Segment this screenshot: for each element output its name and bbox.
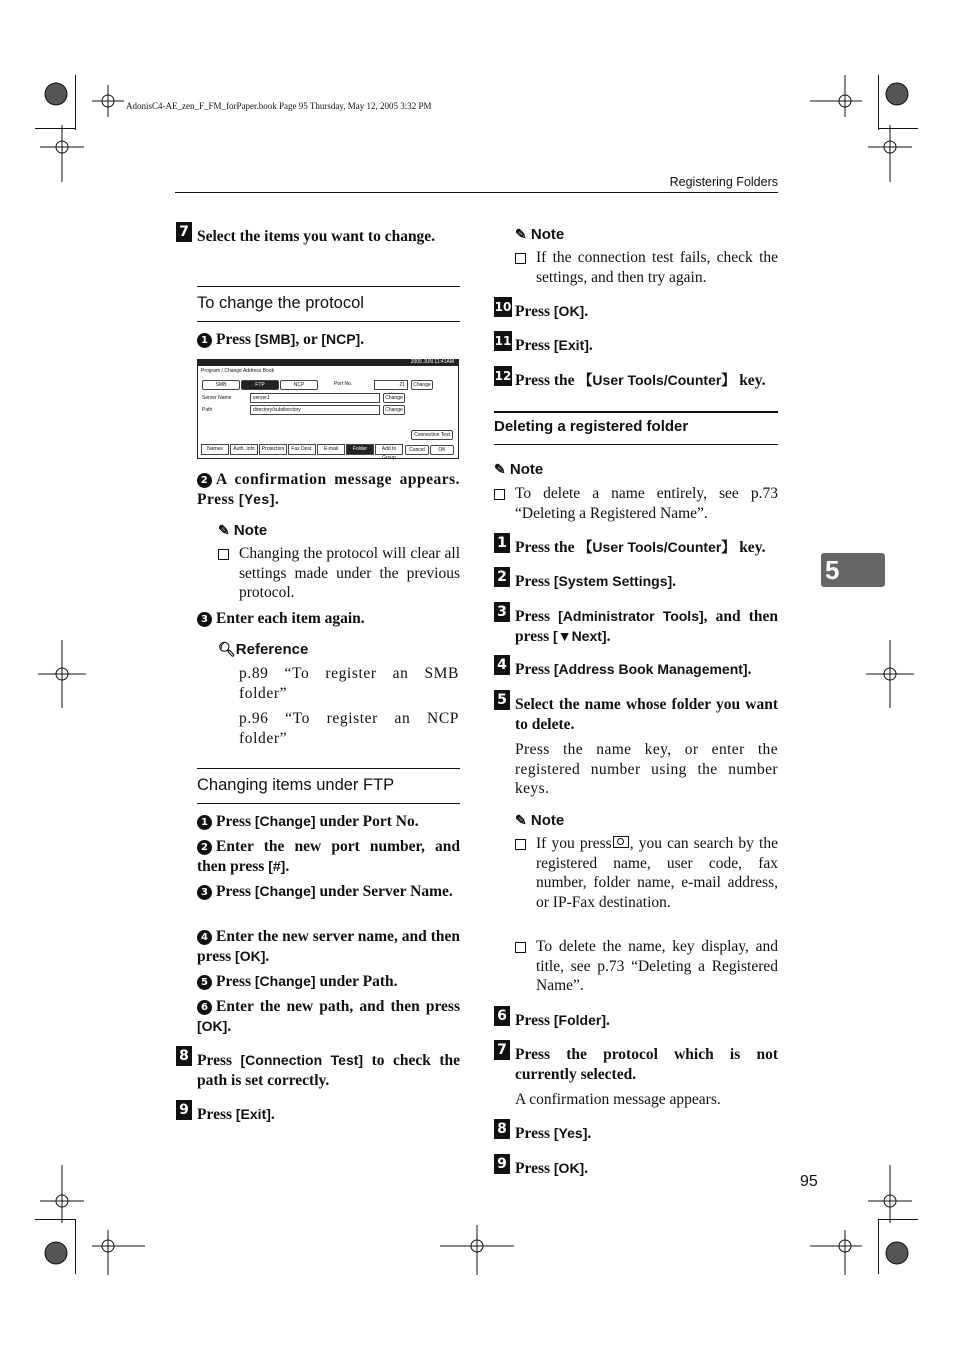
step-9-text: Press [Exit]. (197, 1106, 275, 1123)
screen-ftp-button: FTP (241, 380, 279, 390)
screen-path-label: Path (202, 407, 213, 413)
step-number-12: 12 (494, 366, 512, 386)
header-rule (175, 192, 778, 193)
screen-smb-button: SMB (202, 380, 240, 390)
section-rule (494, 444, 778, 445)
delete-step-7-text: Press the protocol which is not currently selected. (515, 1046, 778, 1083)
screen-status-text: 2005 JUN 11:41AM (410, 359, 454, 365)
delete-step-2: 2 (494, 567, 510, 587)
checkbox-icon (515, 942, 526, 953)
ftp-substep-6: 6 Enter the new path, and then press [OK]. (197, 998, 460, 1035)
reference-item: p.96 “To register an NCP folder” (239, 710, 459, 747)
pencil-icon: ✎ (515, 812, 527, 828)
screen-change-button: Change (383, 405, 405, 415)
delete-step-5-text: Select the name whose folder you want to delete. (515, 696, 778, 733)
screen-tab: Add to Group (375, 444, 403, 455)
step-number-7: 7 (176, 222, 192, 242)
screen-server-label: Server Name (202, 395, 232, 401)
checkbox-icon (218, 549, 229, 560)
section-title-delete-folder: Deleting a registered folder (494, 418, 689, 435)
ftp-substep-1: 1 Press [Change] under Port No. (197, 812, 460, 832)
step-number-8: 8 (176, 1046, 192, 1066)
magnifier-icon: 🔍︎ (218, 641, 236, 657)
page-number: 95 (800, 1173, 818, 1190)
screen-path-field: directory/subdirectory (250, 405, 380, 415)
pencil-icon: ✎ (494, 461, 506, 477)
section-rule (197, 768, 460, 769)
chapter-tab: 5 (821, 553, 885, 587)
screen-change-button: Change (383, 393, 405, 403)
substep-1: 1 Press [SMB], or [NCP]. (197, 330, 460, 350)
screen-connection-test-button: Connection Test (411, 430, 453, 440)
note-item: To delete a name entirely, see p.73 “Deleting a Registered Name”. (494, 484, 778, 523)
note-item: If the connection test fails, check the settings, and then try again. (515, 248, 778, 287)
note-heading: ✎ Note (515, 812, 565, 829)
note-item: To delete the name, key display, and title, see p.73 “Deleting a Registered Name”. (515, 937, 778, 996)
pencil-icon: ✎ (218, 522, 230, 538)
delete-step-9-text: Press [OK]. (515, 1160, 589, 1177)
delete-step-3-text: Press [Administrator Tools], and then press [▼Next]. (515, 608, 779, 645)
checkbox-icon (494, 489, 505, 500)
step-11-text: Press [Exit]. (515, 337, 593, 354)
screen-ncp-button: NCP (280, 380, 318, 390)
delete-step-6-text: Press [Folder]. (515, 1012, 610, 1029)
delete-step-1: 1 (494, 533, 510, 553)
step-number-10: 10 (494, 297, 512, 317)
search-key-icon (613, 836, 629, 848)
substep-number: 1 (197, 333, 212, 348)
step-7-text: Select the items you want to change. (197, 228, 436, 245)
delete-step-5: 5 (494, 690, 510, 710)
section-rule (197, 321, 460, 322)
note-heading: ✎ Note (515, 226, 565, 243)
delete-step-7-body: A confirmation message appears. (515, 1091, 721, 1108)
ftp-substep-2: 2 Enter the new port number, and then press [#]. (197, 838, 460, 875)
delete-step-5-body: Press the name key, or enter the registered number using the number keys. (515, 741, 778, 797)
delete-step-3: 3 (494, 602, 510, 622)
screen-tab: Folder (346, 444, 374, 455)
section-rule (494, 411, 778, 413)
screen-tab: Fax Dest. (288, 444, 316, 455)
running-head: Registering Folders (669, 175, 778, 189)
note-item: Changing the protocol will clear all settings made under the previous protocol. (218, 544, 460, 603)
screen-cancel-button: Cancel (405, 445, 429, 455)
checkbox-icon (515, 253, 526, 264)
screen-port-field: 21 (374, 380, 408, 390)
note-item: If you press , you can search by the registered name, user code, fax number, folder name, e-mail address, or IP-Fax destination. (515, 834, 778, 912)
checkbox-icon (515, 839, 526, 850)
substep-3: 3 Enter each item again. (197, 609, 460, 629)
screen-port-label: Port No. (334, 381, 353, 387)
reference-item: p.89 “To register an SMB folder” (239, 665, 459, 702)
address-book-screen-image (197, 359, 459, 459)
step-10-text: Press [OK]. (515, 303, 589, 320)
ftp-substep-4: 4 Enter the new server name, and then press [OK]. (197, 928, 460, 965)
screen-tab: Protection (259, 444, 287, 455)
step-12-text: Press the 【User Tools/Counter】 key. (515, 372, 766, 389)
delete-step-1-text: Press the 【User Tools/Counter】 key. (515, 539, 766, 556)
note-heading: ✎ Note (494, 461, 544, 478)
delete-step-6: 6 (494, 1006, 510, 1026)
ftp-substep-3: 3 Press [Change] under Server Name. (197, 882, 460, 902)
screen-ok-button: OK (430, 445, 454, 455)
delete-step-4: 4 (494, 655, 510, 675)
screen-change-button: Change (411, 380, 433, 390)
file-info-line: AdonisC4-AE_zen_F_FM_forPaper.book Page 95 Thursday, May 12, 2005 3:32 PM (126, 101, 432, 111)
section-rule (197, 803, 460, 804)
note-heading: ✎ Note (218, 522, 268, 539)
delete-step-8-text: Press [Yes]. (515, 1125, 592, 1142)
delete-step-8: 8 (494, 1119, 510, 1139)
screen-title: Program / Change Address Book (201, 368, 275, 374)
delete-step-9: 9 (494, 1154, 510, 1174)
screen-tab: Auth. Info (230, 444, 258, 455)
step-number-9: 9 (176, 1100, 192, 1120)
reference-heading: 🔍︎Reference (218, 641, 309, 658)
substep-2: 2 A confirmation message appears. Press [Yes]. (197, 471, 460, 508)
delete-step-7: 7 (494, 1040, 510, 1060)
screen-server-field: server1 (250, 393, 380, 403)
section-rule (197, 286, 460, 287)
screen-tab: Names (201, 444, 229, 455)
section-title-ftp: Changing items under FTP (197, 776, 395, 794)
delete-step-4-text: Press [Address Book Management]. (515, 661, 752, 678)
section-title-change-protocol: To change the protocol (197, 294, 364, 312)
step-8-text: Press [Connection Test] to check the path is set correctly. (197, 1052, 460, 1089)
ftp-substep-5: 5 Press [Change] under Path. (197, 972, 460, 992)
pencil-icon: ✎ (515, 226, 527, 242)
delete-step-2-text: Press [System Settings]. (515, 573, 677, 590)
step-number-11: 11 (494, 331, 512, 351)
screen-tab: E-mail (317, 444, 345, 455)
